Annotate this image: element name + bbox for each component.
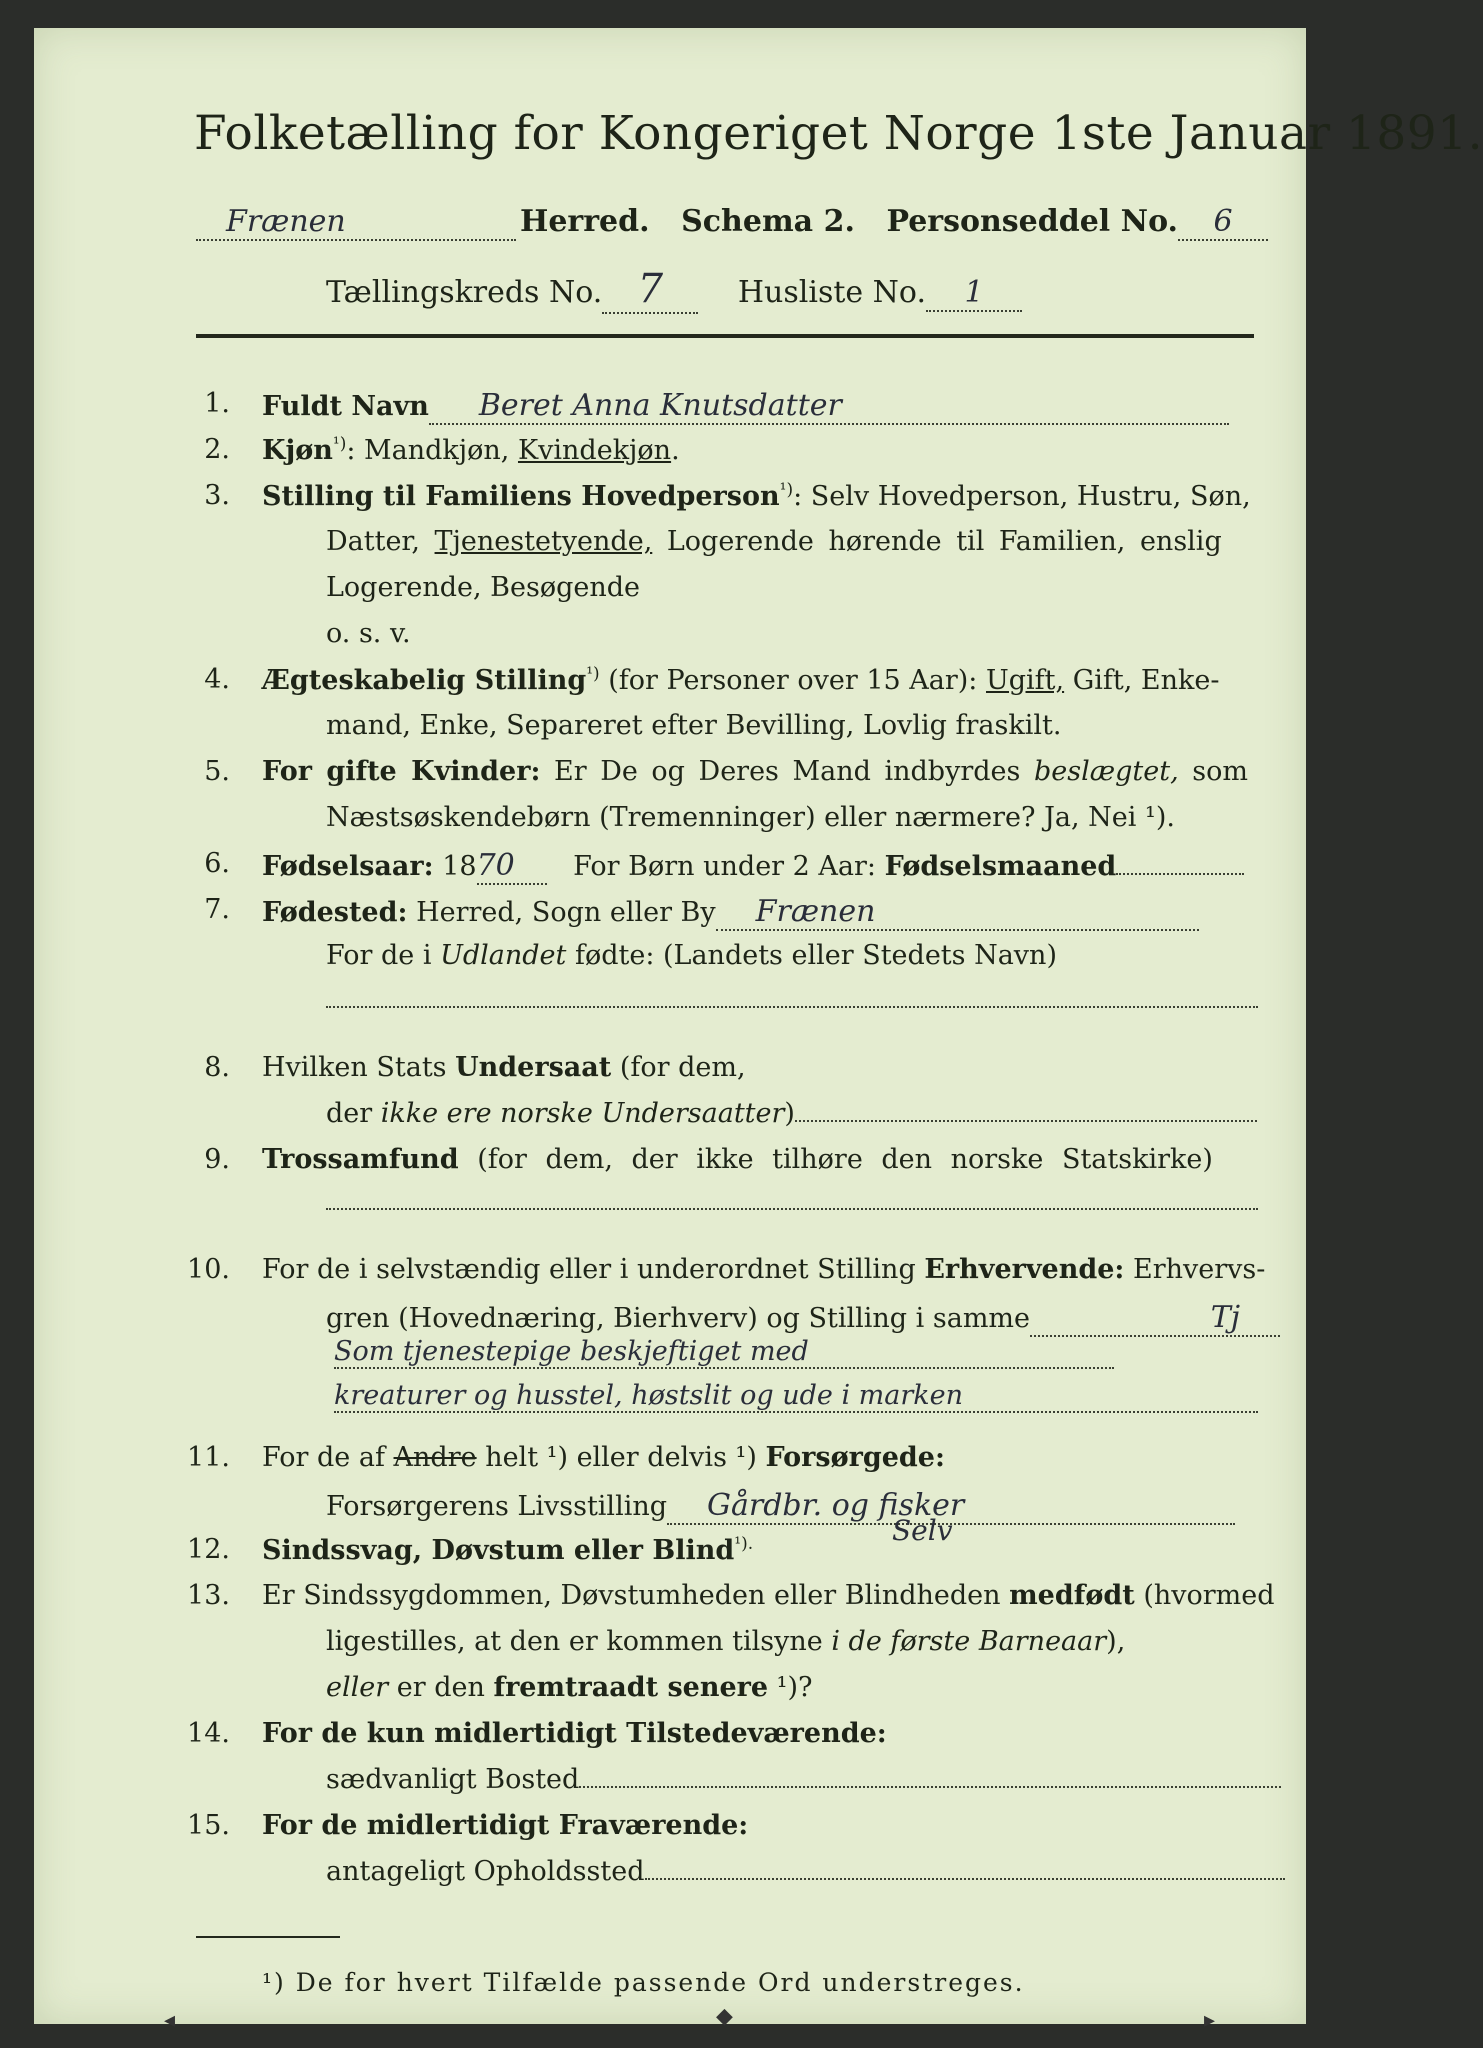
q7-label: Fødested: bbox=[262, 897, 408, 928]
personseddel-label: Personseddel No. bbox=[886, 204, 1178, 239]
q9-label: Trossamfund bbox=[262, 1144, 459, 1175]
q13-line3 bbox=[326, 1672, 813, 1703]
corner-mark-right: ▸ bbox=[1204, 2008, 1216, 2033]
q7-foreign-line bbox=[326, 1006, 1258, 1008]
q9-line bbox=[326, 1208, 1258, 1210]
form-title: Folketælling for Kongeriget Norge 1ste Januar 1891. bbox=[194, 106, 1483, 161]
q6-month-line bbox=[1116, 873, 1244, 875]
herred-value: Frænen bbox=[196, 204, 516, 241]
q13-l3i: eller bbox=[326, 1672, 389, 1703]
q5-l1b: som bbox=[1192, 756, 1248, 787]
q3-l3: Logerende, Besøgende bbox=[326, 572, 640, 603]
q12-row bbox=[262, 1534, 753, 1566]
q7-l2i: Udlandet bbox=[440, 940, 567, 971]
q1-value: Beret Anna Knutsdatter bbox=[429, 388, 1229, 425]
q14-line bbox=[579, 1786, 1281, 1788]
q10-l1a: For de i selvstændig eller i underordnet Stilling bbox=[262, 1254, 916, 1285]
q14-label: For de kun midlertidigt Tilstedeværende: bbox=[262, 1718, 887, 1749]
q3-number: 3. bbox=[204, 480, 230, 511]
q5-line1 bbox=[262, 756, 1248, 787]
q10-l1c: Erhvervs- bbox=[1133, 1254, 1266, 1285]
q2-number: 2. bbox=[204, 434, 230, 465]
q3-l2a: Datter, bbox=[326, 526, 420, 557]
q7-l2b: fødte: (Landets eller Stedets Navn) bbox=[574, 940, 1057, 971]
q6-mid: For Børn under 2 Aar: bbox=[573, 851, 877, 882]
q8-line2 bbox=[326, 1098, 1257, 1129]
q11-l1s: Andre bbox=[393, 1442, 477, 1473]
q2-rest: : Mandkjøn, bbox=[346, 435, 510, 466]
q3-l2u: Tjenestetyende, bbox=[434, 526, 653, 557]
q6-value: 70 bbox=[477, 848, 547, 885]
personseddel-value: 6 bbox=[1178, 204, 1268, 241]
q4-l1a: (for Personer over 15 Aar): bbox=[608, 665, 978, 696]
q13-l3c: ¹)? bbox=[776, 1672, 813, 1703]
q5-l1a: Er De og Deres Mand indbyrdes bbox=[554, 756, 1021, 787]
taellingskreds-value: 7 bbox=[602, 266, 698, 314]
header-herred-row bbox=[196, 204, 1268, 241]
q10-l1b: Erhvervende: bbox=[924, 1254, 1125, 1285]
header-kreds-row bbox=[326, 266, 1022, 314]
taellingskreds-label: Tællingskreds No. bbox=[326, 275, 603, 310]
q15-label: For de midlertidigt Fraværende: bbox=[262, 1810, 749, 1841]
q10-v1: Tj bbox=[1030, 1300, 1280, 1337]
q1-number: 1. bbox=[204, 388, 230, 419]
husliste-value: 1 bbox=[926, 275, 1022, 312]
q13-l1a: Er Sindssygdommen, Døvstumheden eller Blindheden bbox=[262, 1580, 1001, 1611]
q13-l2i: i de første Barneaar bbox=[831, 1626, 1107, 1657]
q8-l1c: (for dem, bbox=[619, 1052, 746, 1083]
q13-l1c: (hvormed bbox=[1143, 1580, 1275, 1611]
q6-label2: Fødselsmaaned bbox=[884, 851, 1117, 882]
herred-label: Herred. bbox=[520, 204, 650, 239]
q3-line2 bbox=[326, 526, 1222, 557]
q3-line1 bbox=[262, 480, 1251, 512]
q4-label: Ægteskabelig Stilling bbox=[262, 665, 587, 696]
q8-l1b: Undersaat bbox=[455, 1052, 612, 1083]
q4-l1u: Ugift, bbox=[986, 665, 1065, 696]
q6-row bbox=[262, 848, 1244, 885]
q10-l2: gren (Hovednæring, Bierhverv) og Stilling i samme bbox=[326, 1303, 1031, 1334]
q11-line1 bbox=[262, 1442, 945, 1473]
q7-l2a: For de i bbox=[326, 940, 432, 971]
q7-value: Frænen bbox=[716, 894, 1199, 931]
footnote: ¹) De for hvert Tilfælde passende Ord understreges. bbox=[262, 1968, 1025, 1997]
q5-number: 5. bbox=[204, 756, 230, 787]
q10-v2: Som tjenestepige beskjeftiget med bbox=[334, 1336, 1114, 1369]
q12-label: Sindssvag, Døvstum eller Blind bbox=[262, 1535, 735, 1566]
q2-sup: ¹) bbox=[332, 434, 347, 454]
q1-row bbox=[262, 388, 1229, 425]
q4-l2: mand, Enke, Separeret efter Bevilling, Lovlig fraskilt. bbox=[326, 710, 1062, 741]
q11-line2 bbox=[326, 1488, 1235, 1525]
q7-number: 7. bbox=[204, 894, 230, 925]
q4-number: 4. bbox=[204, 664, 230, 695]
census-form-sheet bbox=[34, 28, 1483, 2033]
q9-number: 9. bbox=[204, 1144, 230, 1175]
q13-l3a: er den bbox=[396, 1672, 485, 1703]
q10-v3: kreaturer og husstel, høstslit og ude i marken bbox=[334, 1380, 1258, 1413]
q11-number: 11. bbox=[187, 1442, 230, 1473]
q6-prefix: 18 bbox=[442, 851, 477, 882]
q11-value2: Selv bbox=[892, 1514, 953, 1547]
q4-line1 bbox=[262, 664, 1219, 696]
q9-row bbox=[262, 1144, 1213, 1175]
q15-number: 15. bbox=[187, 1810, 230, 1841]
q12-number: 12. bbox=[187, 1534, 230, 1565]
q6-number: 6. bbox=[204, 848, 230, 879]
q13-l3b: fremtraadt senere bbox=[493, 1672, 769, 1703]
q14-line2 bbox=[326, 1764, 1281, 1795]
footnote-rule bbox=[196, 1936, 340, 1938]
q12-sup: ¹). bbox=[734, 1534, 754, 1554]
q2-underlined: Kvindekjøn bbox=[517, 435, 672, 466]
q15-line2 bbox=[326, 1856, 1285, 1887]
q11-l2: Forsørgerens Livsstilling bbox=[326, 1491, 668, 1522]
q11-value: Gårdbr. og fisker bbox=[667, 1488, 1235, 1525]
q13-l2a: ligestilles, at den er kommen tilsyne bbox=[326, 1626, 823, 1657]
q10-line2 bbox=[326, 1300, 1280, 1337]
q8-l1a: Hvilken Stats bbox=[262, 1052, 447, 1083]
q10-line1 bbox=[262, 1254, 1265, 1285]
q3-label: Stilling til Familiens Hovedperson bbox=[262, 481, 780, 512]
q14-number: 14. bbox=[187, 1718, 230, 1749]
q5-l2: Næstsøskendebørn (Tremenninger) eller nærmere? Ja, Nei ¹). bbox=[326, 802, 1175, 833]
q10-number: 10. bbox=[187, 1254, 230, 1285]
q3-l1: : Selv Hovedperson, Hustru, Søn, bbox=[793, 481, 1251, 512]
q8-line1 bbox=[262, 1052, 746, 1083]
q2-end: . bbox=[671, 435, 680, 466]
q3-l4: o. s. v. bbox=[326, 618, 411, 649]
q3-sup: ¹) bbox=[779, 480, 794, 500]
q9-rest: (for dem, der ikke tilhøre den norske Statskirke) bbox=[477, 1144, 1213, 1175]
q3-l2b: Logerende hørende til Familien, enslig bbox=[666, 526, 1222, 557]
q1-label: Fuldt Navn bbox=[262, 391, 429, 422]
q11-l1c: Forsørgede: bbox=[765, 1442, 945, 1473]
q6-label: Fødselsaar: bbox=[262, 851, 434, 882]
q8-l2a: der bbox=[326, 1098, 373, 1129]
q13-l1b: medfødt bbox=[1009, 1580, 1135, 1611]
q11-l1b: helt ¹) eller delvis ¹) bbox=[485, 1442, 757, 1473]
q11-l1a: For de af bbox=[262, 1442, 385, 1473]
q2-label: Kjøn bbox=[262, 435, 333, 466]
q13-line2 bbox=[326, 1626, 1125, 1657]
q13-line1 bbox=[262, 1580, 1275, 1611]
q2-row bbox=[262, 434, 680, 466]
q8-number: 8. bbox=[204, 1052, 230, 1083]
q8-l2i: ikke ere norske Undersaatter bbox=[380, 1098, 785, 1129]
q7-line1 bbox=[262, 894, 1199, 931]
q8-l2b: ) bbox=[784, 1098, 795, 1129]
q13-number: 13. bbox=[187, 1580, 230, 1611]
q15-l2: antageligt Opholdssted bbox=[326, 1856, 645, 1887]
q13-l2b: ), bbox=[1106, 1626, 1126, 1657]
q15-line bbox=[645, 1878, 1285, 1880]
corner-mark-left: ◂ bbox=[164, 2008, 176, 2033]
q8-line bbox=[795, 1120, 1257, 1122]
q14-l2: sædvanligt Bosted bbox=[326, 1764, 580, 1795]
q5-l1i: beslægtet, bbox=[1033, 756, 1179, 787]
header-rule bbox=[196, 334, 1254, 338]
q4-sup: ¹) bbox=[586, 664, 600, 684]
center-mark: ◆ bbox=[716, 2004, 733, 2029]
schema-label: Schema 2. bbox=[681, 204, 855, 239]
q5-label: For gifte Kvinder: bbox=[262, 756, 541, 787]
q7-line2 bbox=[326, 940, 1057, 971]
husliste-label: Husliste No. bbox=[737, 275, 927, 310]
q7-l1: Herred, Sogn eller By bbox=[416, 897, 716, 928]
q4-l1b: Gift, Enke- bbox=[1072, 665, 1220, 696]
